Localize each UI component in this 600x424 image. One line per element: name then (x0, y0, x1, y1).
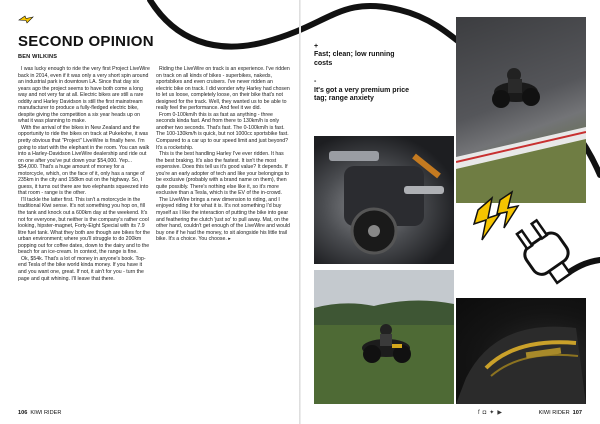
paragraph: With the arrival of the bikes in New Zealand and the opportunity to ride the bikes on track at Pukekohe, it was pretty obvious that "Project" LiveWire is finally here. I'm going to start with the elephant in the room. You can walk into a Harley-Davidson LiveWire dealership and ride out on one after you've put down your $54,000. Yep... $54,000. That's a huge amount of money for a motorcycle, which, on the face of it, only has a range of 235km in the city and 158km out on the highway. So, I guess, it turns out there are two elephants squeezed into that room - range is the other. (18, 124, 150, 197)
minus-sign: - (314, 78, 317, 86)
bolt-logo-icon (18, 15, 34, 24)
magazine-name-left: KIWI RIDER (30, 410, 62, 416)
article-column-right (156, 66, 290, 243)
paragraph: From 0-100km/h this is as fast as anything - three seconds kinda fast. And from there to 130km/h is only another two seconds. That's fast. The 0-100km/h is fast. The 100-130km/h is quick, but not 1000cc sportsbike fast. Compared to a car up to our speed limit and just beyond? It's a rocketship. (156, 111, 289, 151)
page-gutter (299, 0, 301, 424)
magazine-name-right: KIWI RIDER (538, 410, 570, 416)
facebook-icon[interactable]: f (478, 410, 483, 416)
article-column-left (18, 66, 152, 282)
paragraph: I'll tackle the latter first. This isn't a motorcycle in the traditional Kiwi sense. It's not something you hop on, fill the tank and knock out a 600km day at the weekend. It's not for everyone, but neither is the company's rather cool looking, hipster-magnet, Forty-Eight Special with its 7.9 litre fuel tank. What they both are though are bikes for the urban environment; where you'll struggle to do 200km popping out for coffee dates, down to the dairy and to the beach for an ice-cream. In context, the range is fine. (18, 196, 151, 256)
pros-text: Fast; clean; low running costs (314, 51, 395, 67)
photo-rider-on-track (456, 17, 586, 203)
paragraph: Ok, $54k. That's a lot of money in anyone's book. Top-end Tesla of the bike world kinda money. If you have it and you want one, great. If not, it ain't for you - turn the page and quit whining. I'll leave that there. (18, 255, 146, 282)
article-title: SECOND OPINION (18, 33, 154, 50)
photo-engine-closeup (314, 136, 454, 264)
youtube-icon[interactable]: ▶ (497, 410, 505, 416)
photo-fuel-tank (456, 298, 586, 404)
paragraph: This is the best handling Harley I've ever ridden. It has the best braking. It's also the fastest. It isn't the most expensive. Does this tell us it's good value? It depends. If you're an early adopter of tech and like your belongings to be exclusive (probably with a brand name on them), then quite possibly. There's nothing else like it, so it's more exclusive than a Tesla, which is the EV of the in-crowd. (156, 151, 290, 197)
footer-right (539, 410, 582, 416)
instagram-icon[interactable]: ◘ (482, 410, 490, 416)
cons-text: It's got a very premium price tag; range anxiety (314, 86, 410, 103)
paragraph: I was lucky enough to ride the very first Project LiveWire back in 2014, even if it was only a very short spin around an industrial park in downtown LA. Since that day six years ago the project seems to have both come a long way and not very far at all. Electric bikes are still a rare oddity and Harley Davidson is still the first mainstream manufacturer to produce a fully-fledged electric bike, despite giving the competition a six year heads up on what it was planning to make. (18, 66, 150, 125)
plug-graphic (470, 190, 600, 300)
plus-sign: + (314, 43, 319, 50)
pros-cons-box (314, 43, 414, 113)
page-number-right: 107 (572, 410, 582, 416)
paragraph: Riding the LiveWire on track is an experience. I've ridden on track on all kinds of bikes - superbikes, nakeds, sportsbikes and even cruisers. I've never ridden an electric bike on track. I did wonder why Harley had chosen to let us loose, completely loose, on their bike that's not designed for the track. Well, they wanted us to be able to really feel the performance. And feel it we did. (156, 66, 290, 112)
footer-left (18, 410, 61, 416)
page-number-left: 106 (18, 410, 28, 416)
social-icons (478, 409, 505, 416)
twitter-icon[interactable]: ✦ (489, 410, 498, 416)
article-byline: BEN WILKINS (18, 54, 58, 60)
paragraph: The LiveWire brings a new dimension to riding, and I enjoyed riding it for what it is. It's not something I'd buy myself as I like the interaction of putting the bike into gear and feathering the clutch 'just so' to pull away. Mat, on the other hand, couldn't get enough of the LiveWire and would buy one if he had the money, to sit alongside his little trail bike. It's a choice. You choose. ▸ (156, 196, 290, 243)
photo-rider-in-field (314, 270, 454, 404)
